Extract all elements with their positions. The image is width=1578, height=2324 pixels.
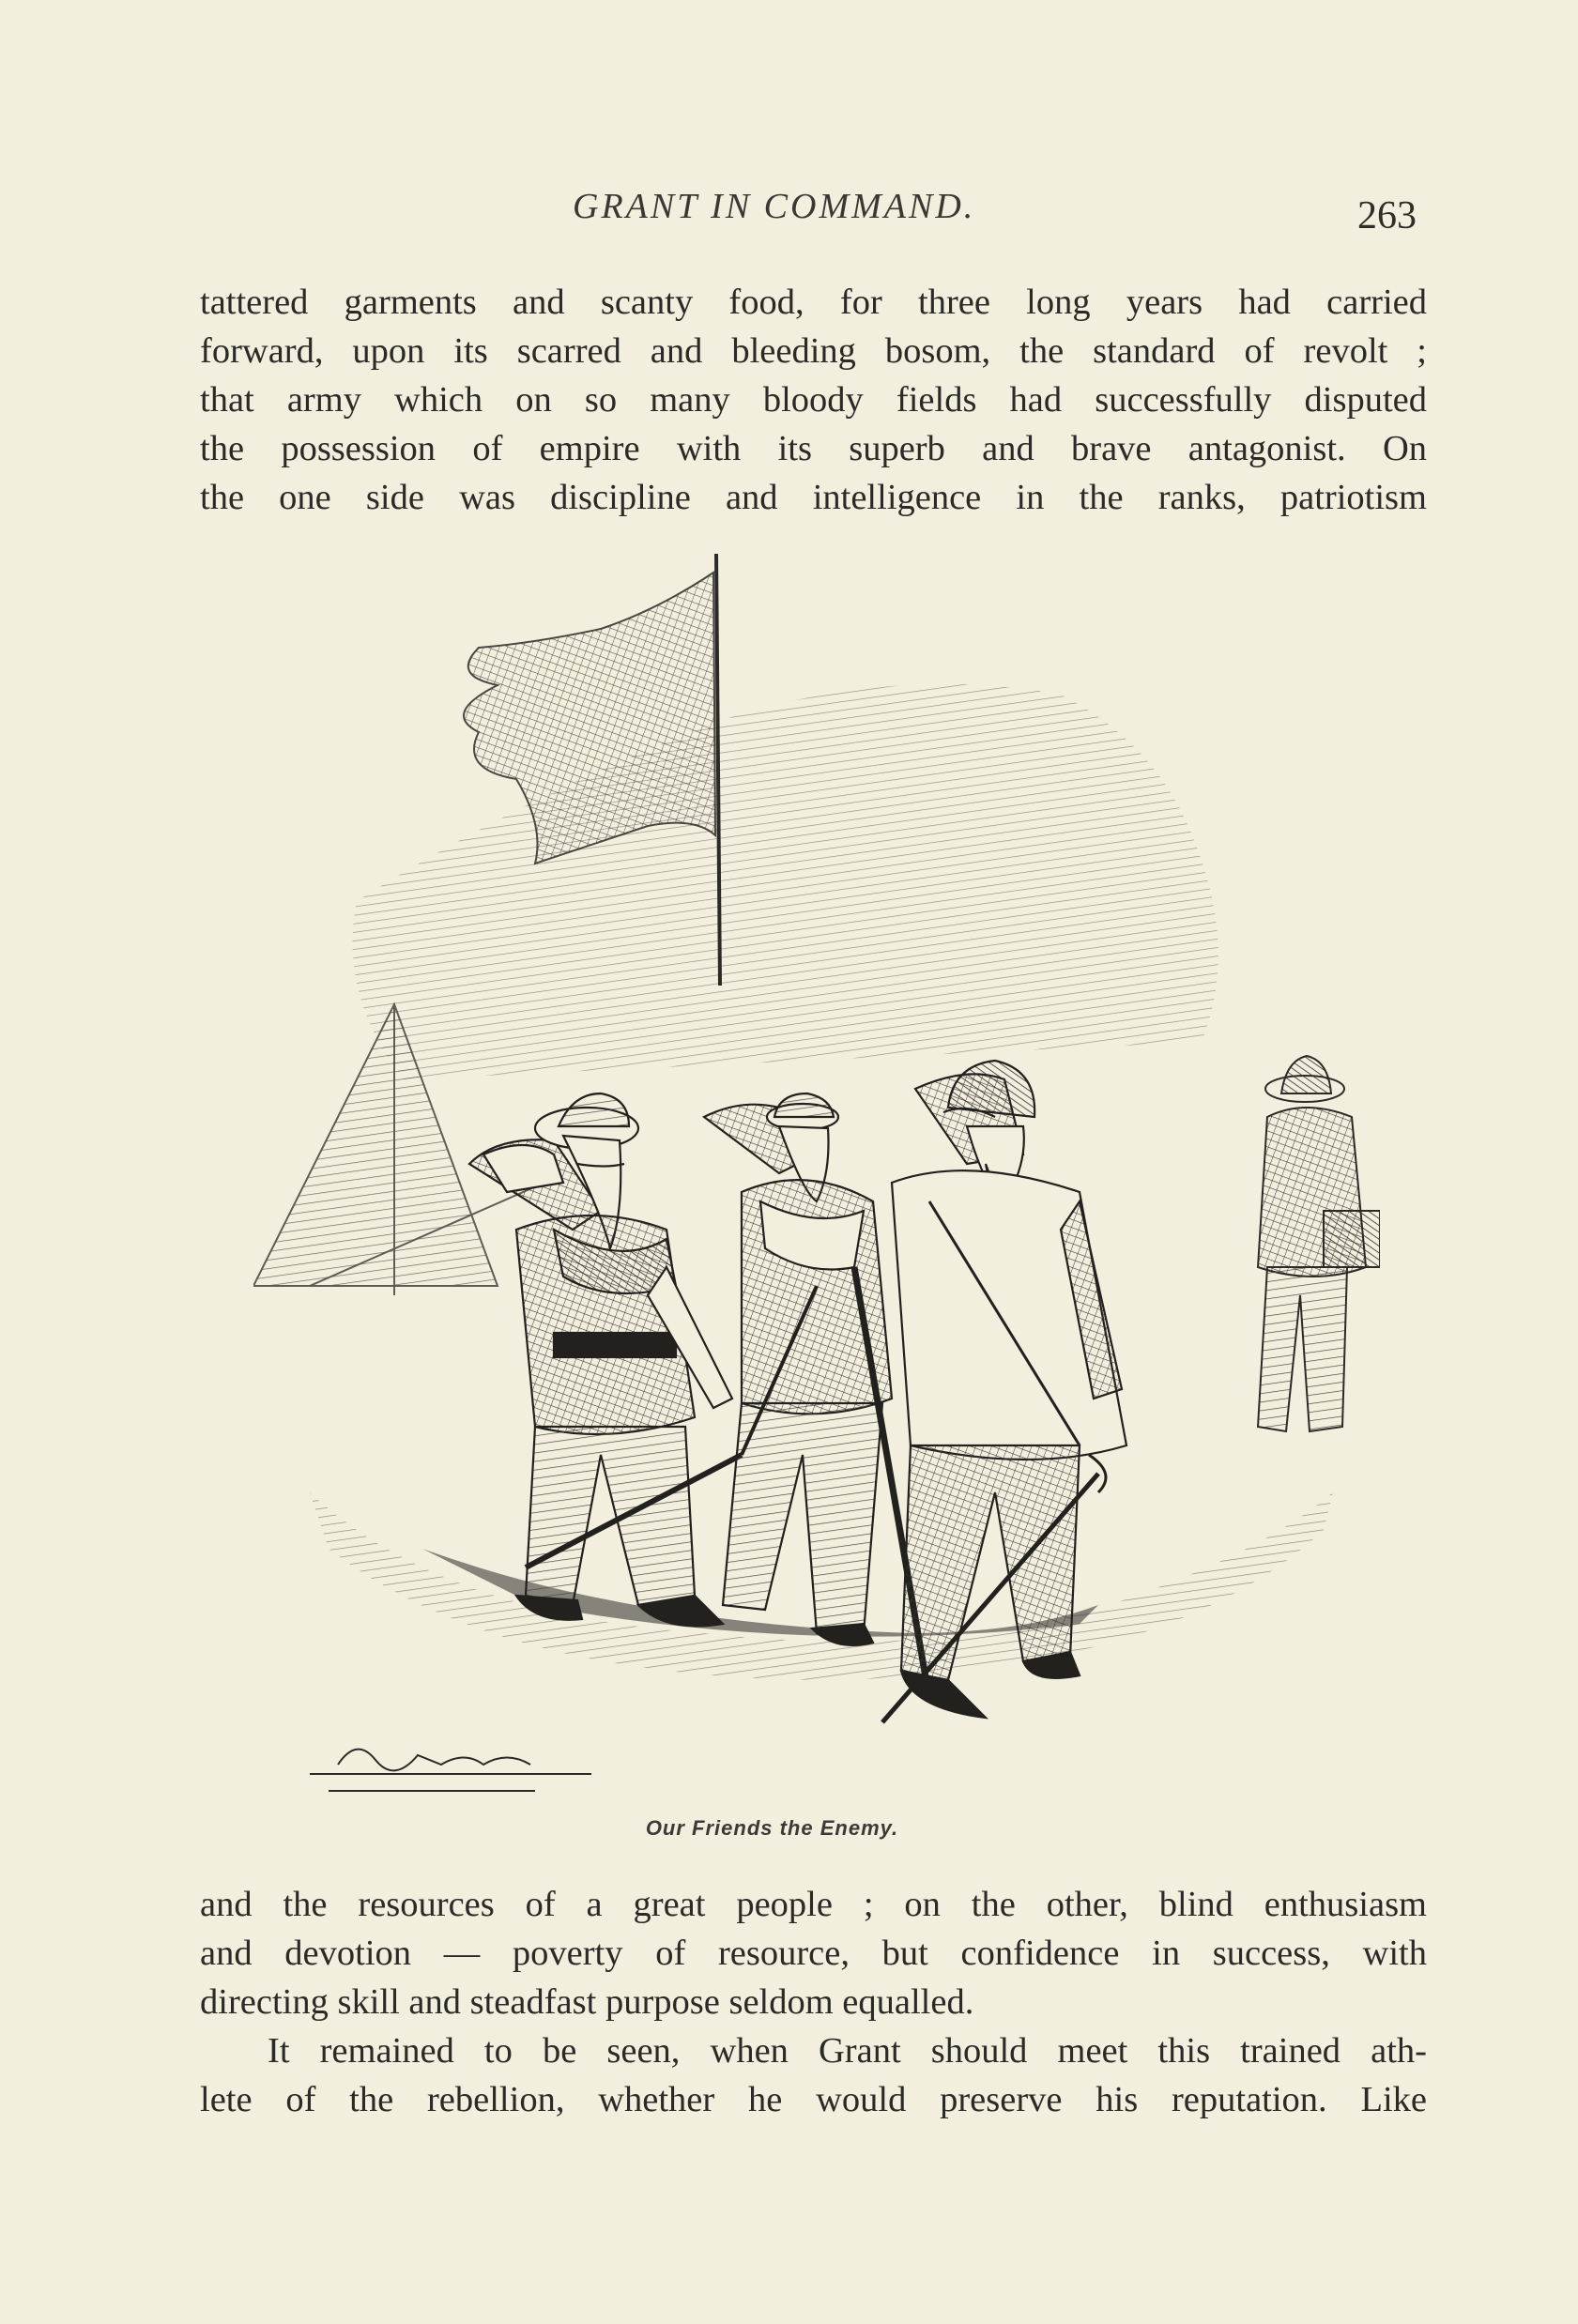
running-head [0,180,1578,237]
text-line: lete of the rebellion, whether he would preserve his reputation. Like [200,2080,1427,2119]
text-line: and the resources of a great people ; on the other, blind enthusiasm [200,1885,1427,1924]
illustration-caption [0,1816,1578,1841]
engraving-illustration [253,554,1380,1830]
text-line: the possession of empire with its superb and brave antagonist. On [200,429,1427,468]
artist-signature [310,1750,591,1791]
text-line: It remained to be seen, when Grant should meet this trained ath- [268,2031,1427,2071]
text-line: that army which on so many bloody fields had successfully disputed [200,380,1427,420]
text-line: forward, upon its scarred and bleeding bosom, the standard of revolt ; [200,331,1427,371]
paragraph-top [200,278,1427,522]
paragraph-bottom [200,1880,1427,2124]
text-line: directing skill and steadfast purpose seldom equalled. [200,1982,974,2022]
caption-text: Our Friends the Enemy. [645,1816,899,1840]
running-title: GRANT IN COMMAND. [573,187,976,226]
text-line: and devotion — poverty of resource, but confidence in success, with [200,1934,1427,1973]
text-line: tattered garments and scanty food, for three long years had carried [200,283,1427,322]
background-soldier [1258,1056,1380,1431]
soldier-left [469,1093,742,1627]
text-line: the one side was discipline and intelligence in the ranks, patriotism [200,478,1427,517]
page-number: 263 [1357,194,1417,237]
